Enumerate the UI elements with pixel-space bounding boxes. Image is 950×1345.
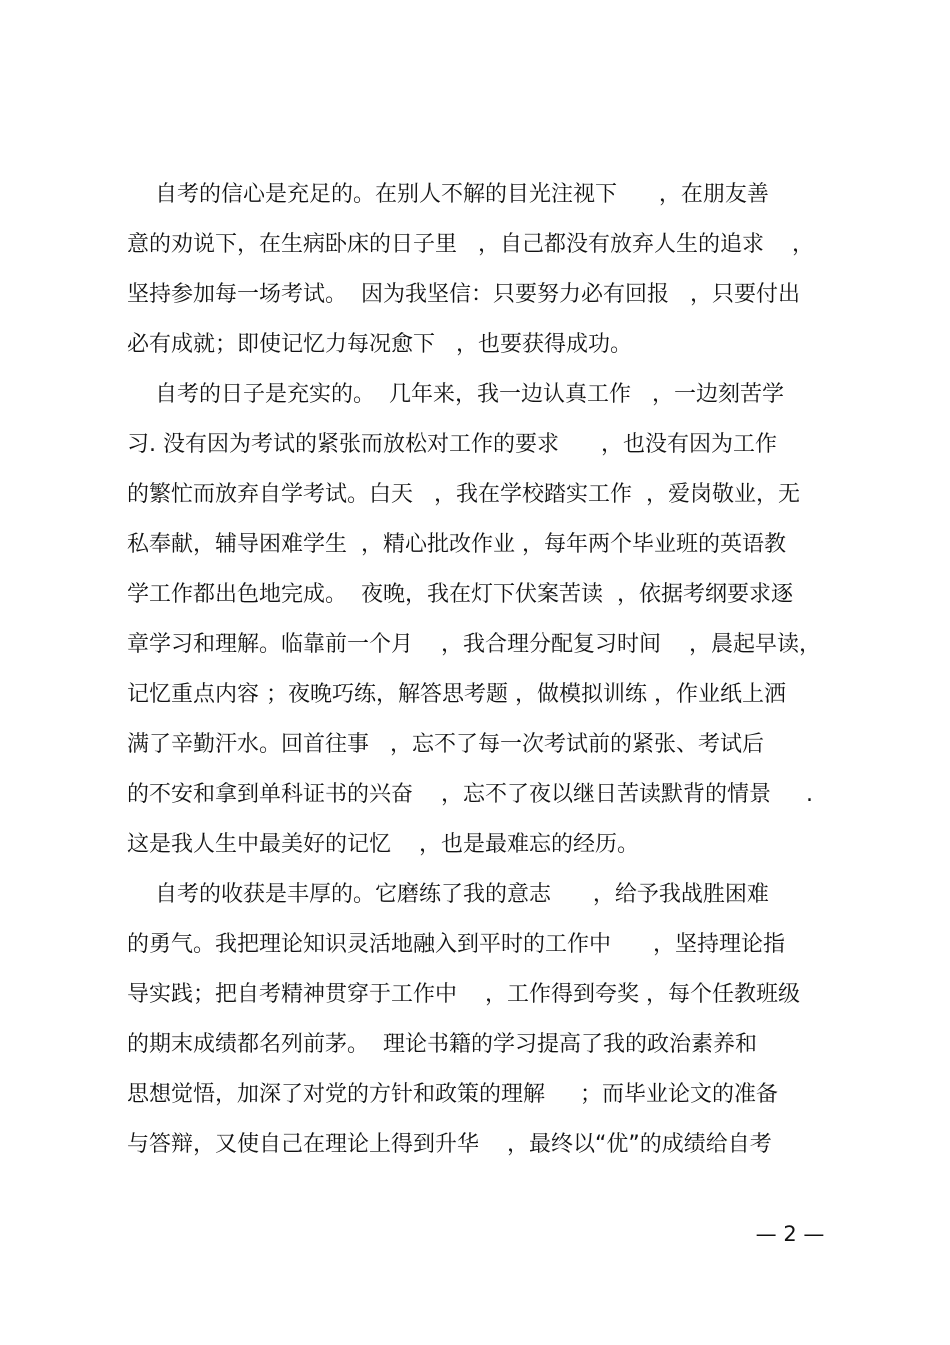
text-line: 与答辩，又使自己在理论上得到升华 ，最终以“优”的成绩给自考 [127, 1132, 772, 1157]
text-line: 自考的收获是丰厚的。它磨练了我的意志 ，给予我战胜困难 [127, 882, 769, 907]
page-number: — 2 — [755, 1222, 825, 1246]
text-line: 坚持参加每一场考试。 因为我坚信：只要努力必有回报 ，只要付出 [127, 282, 800, 307]
text-line: 这是我人生中最美好的记忆 ，也是最难忘的经历。 [127, 832, 639, 857]
text-line: 意的劝说下，在生病卧床的日子里 ，自己都没有放弃人生的追求 ， [127, 232, 814, 257]
text-line: 的繁忙而放弃自学考试。白天 ，我在学校踏实工作 ，爱岗敬业，无 [127, 482, 800, 507]
text-line: 的不安和拿到单科证书的兴奋 ，忘不了夜以继日苦读默背的情景 . [127, 782, 813, 807]
text-line: 私奉献，辅导困难学生 ，精心批改作业 ，每年两个毕业班的英语教 [127, 532, 786, 557]
text-line: 满了辛勤汗水。回首往事 ，忘不了每一次考试前的紧张、考试后 [127, 732, 764, 757]
text-line: 习. 没有因为考试的紧张而放松对工作的要求 ，也没有因为工作 [127, 432, 777, 457]
text-line: 的期末成绩都名列前茅。 理论书籍的学习提高了我的政治素养和 [127, 1032, 757, 1057]
text-line: 思想觉悟，加深了对党的方针和政策的理解 ；而毕业论文的准备 [127, 1082, 778, 1107]
text-line: 自考的日子是充实的。 几年来，我一边认真工作 ，一边刻苦学 [127, 382, 784, 407]
text-line: 记忆重点内容 ；夜晚巧练，解答思考题 ，做模拟训练 ，作业纸上洒 [127, 682, 786, 707]
text-line: 学工作都出色地完成。 夜晚，我在灯下伏案苦读 ，依据考纲要求逐 [127, 582, 793, 607]
text-line: 的勇气。我把理论知识灵活地融入到平时的工作中 ，坚持理论指 [127, 932, 785, 957]
text-line: 导实践；把自考精神贯穿于工作中 ，工作得到夸奖 ，每个任教班级 [127, 982, 800, 1007]
body-text [127, 170, 827, 1170]
text-line: 必有成就；即使记忆力每况愈下 ，也要获得成功。 [127, 332, 632, 357]
text-line: 章学习和理解。临靠前一个月 ，我合理分配复习时间 ，晨起早读， [127, 632, 821, 657]
text-line: 自考的信心是充足的。在别人不解的目光注视下 ，在朋友善 [127, 182, 769, 207]
